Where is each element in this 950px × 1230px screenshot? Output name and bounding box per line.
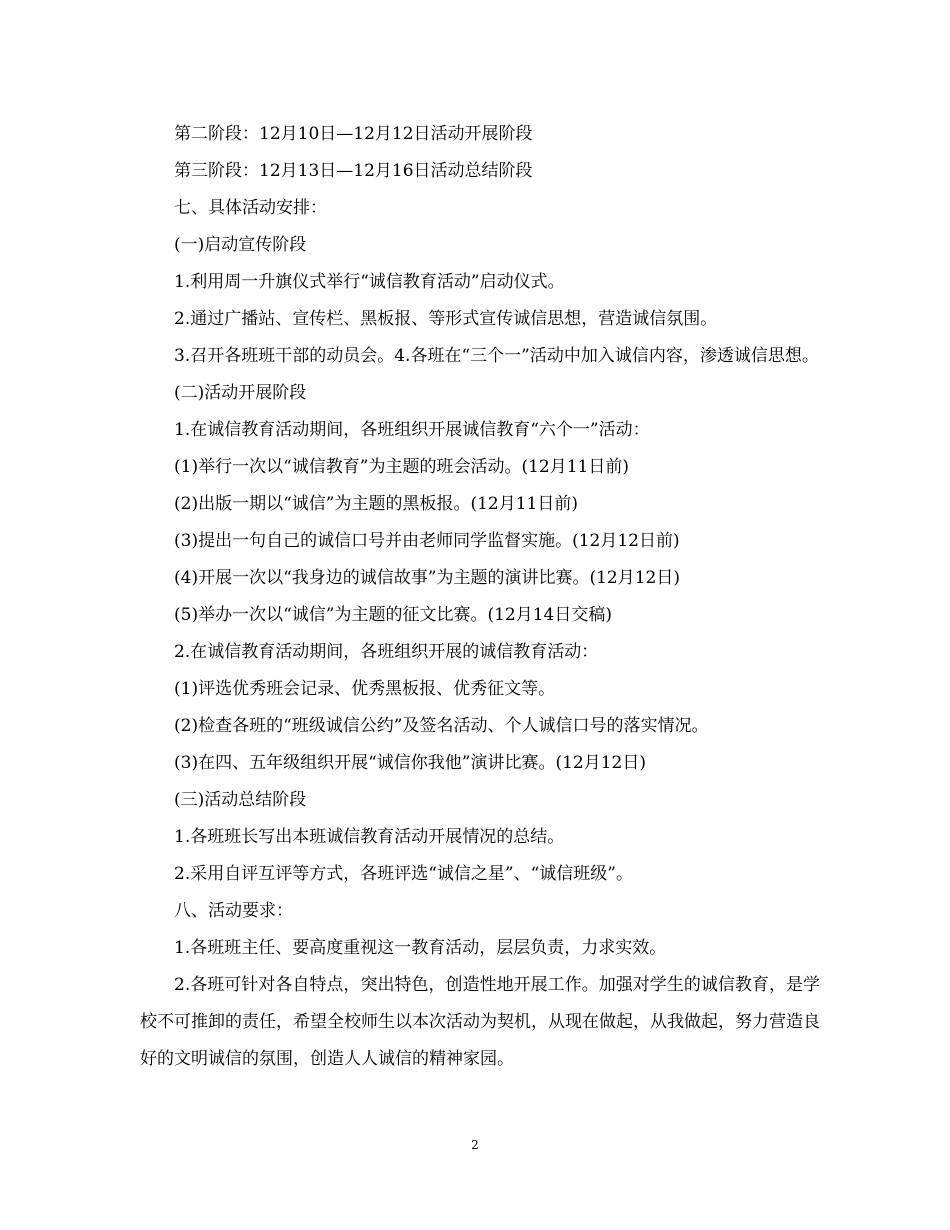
paragraph-summary-item-1: 1.各班班长写出本班诚信教育活动开展情况的总结。 <box>174 827 565 847</box>
list-item-speech-contest: (4)开展一次以“我身边的诚信故事”为主题的演讲比赛。(12月12日) <box>174 568 680 588</box>
list-item-slogan: (3)提出一句自己的诚信口号并由老师同学监督实施。(12月12日前) <box>174 531 680 551</box>
paragraph-stage-three: 第三阶段：12月13日—12月16日活动总结阶段 <box>174 161 533 181</box>
paragraph-requirement-1: 1.各班班主任、要高度重视这一教育活动，层层负责，力求实效。 <box>174 938 667 958</box>
subheading-development-stage: (二)活动开展阶段 <box>174 383 307 403</box>
paragraph-launch-item-3-4: 3.召开各班班干部的动员会。4.各班在“三个一”活动中加入诚信内容，渗透诚信思想。 <box>174 346 819 366</box>
list-item-class-meeting: (1)举行一次以“诚信教育”为主题的班会活动。(12月11日前) <box>174 457 629 477</box>
section-heading-activity-arrangement: 七、具体活动安排： <box>174 198 327 218</box>
paragraph-development-item-1: 1.在诚信教育活动期间，各班组织开展诚信教育“六个一”活动： <box>174 420 650 440</box>
paragraph-launch-item-1: 1.利用周一升旗仪式举行“诚信教育活动”启动仪式。 <box>174 272 565 292</box>
paragraph-launch-item-2: 2.通过广播站、宣传栏、黑板报、等形式宣传诚信思想，营造诚信氛围。 <box>174 309 718 329</box>
subheading-summary-stage: (三)活动总结阶段 <box>174 790 307 810</box>
paragraph-requirement-2: 2.各班可针对各自特点，突出特色，创造性地开展工作。加强对学生的诚信教育，是学校不可推卸的责任，希望全校师生以本次活动为契机，从现在做起，从我做起，努力营造良好的文明诚信的氛围，创造人人诚信的精神家园。 <box>140 975 820 1069</box>
subheading-launch-stage: (一)启动宣传阶段 <box>174 235 307 255</box>
section-heading-requirements: 八、活动要求： <box>174 901 293 921</box>
page-number: 2 <box>471 1138 479 1152</box>
list-item-essay-contest: (5)举办一次以“诚信”为主题的征文比赛。(12月14日交稿) <box>174 605 612 625</box>
list-item-selection: (1)评选优秀班会记录、优秀黑板报、优秀征文等。 <box>174 679 556 699</box>
list-item-inspection: (2)检查各班的“班级诚信公约”及签名活动、个人诚信口号的落实情况。 <box>174 716 709 736</box>
list-item-blackboard: (2)出版一期以“诚信”为主题的黑板报。(12月11日前) <box>174 494 578 514</box>
paragraph-stage-two: 第二阶段：12月10日—12月12日活动开展阶段 <box>174 124 533 144</box>
list-item-grade-speech: (3)在四、五年级组织开展“诚信你我他”演讲比赛。(12月12日) <box>174 753 646 773</box>
paragraph-development-item-2: 2.在诚信教育活动期间，各班组织开展的诚信教育活动： <box>174 642 599 662</box>
document-body <box>140 116 820 1078</box>
paragraph-summary-item-2: 2.采用自评互评等方式，各班评选“诚信之星”、“诚信班级”。 <box>174 864 633 884</box>
